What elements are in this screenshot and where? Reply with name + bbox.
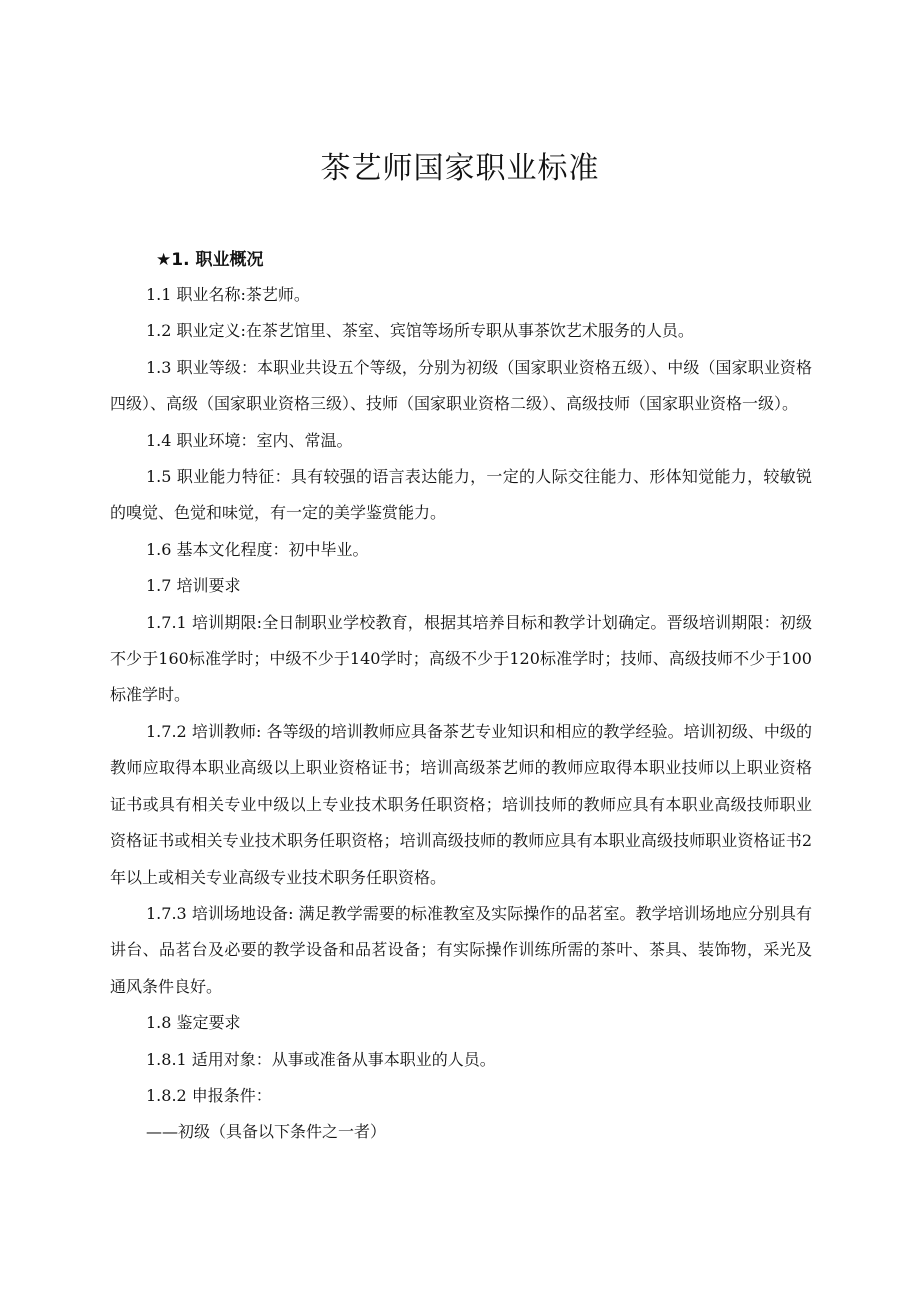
paragraph-1-4: 1.4 职业环境：室内、常温。 <box>146 430 353 450</box>
paragraph-1-3: 1.3 职业等级：本职业共设五个等级，分别为初级（国家职业资格五级）、中级（国家职业资格四级）、高级（国家职业资格三级）、技师（国家职业资格二级）、高级技师（国家职业资格一级）。 <box>110 357 812 414</box>
paragraph-1-7-2: 1.7.2 培训教师: 各等级的培训教师应具备茶艺专业知识和相应的教学经验。培训初级、中级的教师应取得本职业高级以上职业资格证书；培训高级茶艺师的教师应取得本职业技师以上职业资格证书或具有相关专业中级以上专业技术职务任职资格；培训技师的教师应具有本职业高级技师职业资格证书或相关专业技术职务任职资格；培训高级技师的教师应具有本职业高级技师职业资格证书2年以上或相关专业高级专业技术职务任职资格。 <box>110 721 812 887</box>
paragraph-1-7-3: 1.7.3 培训场地设备: 满足教学需要的标准教室及实际操作的品茗室。教学培训场地应分别具有讲台、品茗台及必要的教学设备和品茗设备；有实际操作训练所需的茶叶、茶具、装饰物，采光及通风条件良好。 <box>110 903 812 996</box>
paragraph-1-8: 1.8 鉴定要求 <box>146 1013 241 1033</box>
paragraph-1-2: 1.2 职业定义:在茶艺馆里、茶室、宾馆等场所专职从事茶饮艺术服务的人员。 <box>146 321 694 341</box>
paragraph-1-8-2: 1.8.2 申报条件： <box>146 1085 272 1105</box>
paragraph-1-7: 1.7 培训要求 <box>146 576 241 596</box>
paragraph-1-5: 1.5 职业能力特征：具有较强的语言表达能力，一定的人际交往能力、形体知觉能力，较敏锐的嗅觉、色觉和味觉，有一定的美学鉴赏能力。 <box>110 467 812 523</box>
paragraph-1-1: 1.1 职业名称:茶艺师。 <box>146 285 310 304</box>
section-heading: ★1. 职业概况 <box>156 250 264 270</box>
paragraph-junior-level: ——初级（具备以下条件之一者） <box>146 1122 387 1142</box>
paragraph-1-6: 1.6 基本文化程度：初中毕业。 <box>146 539 369 559</box>
paragraph-1-8-1: 1.8.1 适用对象：从事或准备从事本职业的人员。 <box>146 1049 496 1069</box>
document-body <box>110 243 812 1151</box>
document-title: 茶艺师国家职业标准 <box>320 151 600 186</box>
paragraph-1-7-1: 1.7.1 培训期限:全日制职业学校教育，根据其培养目标和教学计划确定。晋级培训期限：初级不少于160标准学时；中级不少于140学时；高级不少于120标准学时；技师、高级技师不少于100标准学时。 <box>110 612 812 705</box>
